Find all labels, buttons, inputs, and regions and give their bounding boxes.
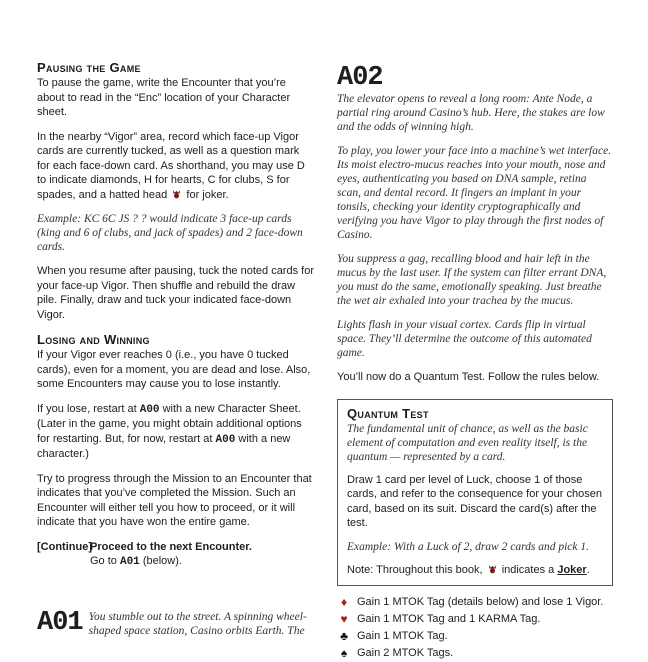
outcome-row bbox=[337, 628, 613, 645]
joker-icon bbox=[172, 189, 181, 199]
quantum-example: Example: With a Luck of 2, draw 2 cards and pick 1. bbox=[347, 540, 589, 553]
encounter-code: A00 bbox=[215, 433, 236, 446]
quantum-note: Note: Throughout this book, indicates a Joker. bbox=[347, 563, 590, 576]
quantum-test-box bbox=[337, 399, 613, 587]
continue-body: Proceed to the next Encounter. Go to A01 (below). bbox=[90, 540, 252, 568]
encounter-a02 bbox=[337, 63, 613, 93]
a02-paragraph-1: To play, you lower your face into a machine’s wet interface. Its moist electro-mucus reaches into your mouth, nose and eyes, authenticating you based on DNA sample, retina scan, and dental record. It fingers an implant in your tonsils, checking your identity cryptographically and verifying you have Vigor to play through the first nodes of Casino. bbox=[337, 145, 612, 241]
left-column bbox=[37, 60, 315, 638]
joker-icon bbox=[488, 564, 497, 574]
encounter-a01-code: A01 bbox=[37, 607, 83, 638]
a02-paragraph-2: You suppress a gag, recalling blood and hair left in the mucus by the last user. If the system can filter errant DNA, you must do the same, emotionally speaking. Just breathe the wet air exhaled into your trachea by the mucus. bbox=[337, 253, 607, 307]
outcome-row bbox=[337, 645, 613, 662]
pausing-paragraph-1: To pause the game, write the Encounter that you’re about to read in the “Enc” location of your Character sheet. bbox=[37, 77, 291, 118]
a02-paragraph-4: You’ll now do a Quantum Test. Follow the rules below. bbox=[337, 371, 600, 383]
losing-heading: Losing and Winning bbox=[37, 332, 150, 347]
losing-paragraph-2: If you lose, restart at A00 with a new Character Sheet. (Later in the game, you might obtain additional options for restarting. But, for now, restart at A00 with a new character.) bbox=[37, 402, 302, 460]
outcome-text: Gain 2 MTOK Tags. bbox=[357, 647, 454, 660]
encounter-a01-text: You stumble out to the street. A spinning wheel-shaped space station, Casino orbits Earth. The bbox=[88, 610, 307, 637]
spade-icon: ♠ bbox=[340, 646, 348, 661]
joker-label: Joker bbox=[557, 563, 587, 576]
pausing-paragraph-3: When you resume after pausing, tuck the noted cards for your face-up Vigor. Then shuffle and rebuild the draw pile. Finally, draw and tuck your indicated face-down Vigor. bbox=[37, 265, 314, 321]
goto-code: A01 bbox=[119, 556, 140, 568]
pausing-heading: Pausing the Game bbox=[37, 60, 141, 75]
right-column bbox=[337, 63, 613, 662]
encounter-code: A00 bbox=[139, 403, 160, 416]
heart-icon: ♥ bbox=[340, 612, 348, 627]
encounter-a01 bbox=[37, 608, 315, 638]
diamond-icon: ♦ bbox=[340, 595, 348, 610]
continue-label: [Continue] bbox=[37, 540, 92, 553]
outcome-text: Gain 1 MTOK Tag and 1 KARMA Tag. bbox=[357, 613, 541, 626]
encounter-a02-code: A02 bbox=[337, 63, 383, 93]
losing-paragraph-1: If your Vigor ever reaches 0 (i.e., you have 0 tucked cards), even for a moment, you are dead and lose. Also, some Encounters may cause you to lose instantly. bbox=[37, 349, 311, 390]
suit-outcomes bbox=[337, 594, 613, 662]
outcome-row bbox=[337, 594, 613, 611]
quantum-intro: The fundamental unit of chance, as well as the basic element of computation and even reality itself, is the quantum — represented by a card. bbox=[347, 422, 588, 463]
losing-paragraph-3: Try to progress through the Mission to an Encounter that indicates that you’ve completed the Mission. Such an Encounter will either tell you how to proceed, or it will indicate that you have won the entire game. bbox=[37, 472, 312, 528]
continue-block bbox=[37, 540, 315, 570]
club-icon: ♣ bbox=[340, 629, 348, 644]
a02-paragraph-3: Lights flash in your visual cortex. Cards flip in virtual space. They’ll determine the outcome of this automated game. bbox=[337, 319, 592, 359]
a02-intro-text: The elevator opens to reveal a long room: Ante Node, a partial ring around Casino’s hub. Here, the stakes are low and the odds of winning high. bbox=[337, 93, 605, 133]
outcome-text: Gain 1 MTOK Tag (details below) and lose 1 Vigor. bbox=[357, 596, 604, 609]
quantum-paragraph: Draw 1 card per level of Luck, choose 1 of those cards, and refer to the consequence for your chosen card, based on its suit. Discard the card(s) after the test. bbox=[347, 473, 602, 529]
pausing-example: Example: KC 6C JS ? ? would indicate 3 face-up cards (king and 6 of clubs, and jack of spades) and 2 face-down cards. bbox=[37, 213, 303, 253]
continue-text: Proceed to the next Encounter. bbox=[90, 540, 252, 553]
outcome-text: Gain 1 MTOK Tag. bbox=[357, 630, 448, 643]
pausing-paragraph-2: In the nearby “Vigor” area, record which face-up Vigor cards are currently tucked, as well as a question mark for each face-down card. As shorthand, you may use D to indicate diamonds, H for hearts, C for clubs, S for spades, and a hatted head for joker. bbox=[37, 130, 305, 201]
quantum-heading: Quantum Test bbox=[347, 405, 429, 421]
